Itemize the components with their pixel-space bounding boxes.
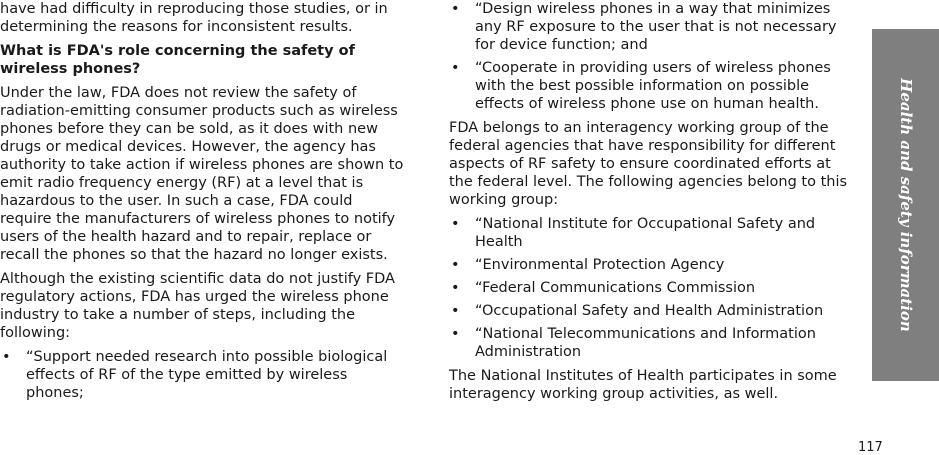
fda-law-paragraph: Under the law, FDA does not review the safety of radiation-emitting consumer products such as wireless phones before they can be sold, as it does with new drugs or medical devices. However, the agency has authority to take action if wireless phones are shown to emit radio frequency energy (RF) at a level that is hazardous to the user. In such a case, FDA could require the manufacturers of wireless phones to notify users of the health hazard and to repair, replace or recall the phones so that the hazard no longer exists.	[0, 85, 404, 263]
bullet-icon: •	[451, 216, 460, 232]
bullet-icon: •	[451, 326, 460, 342]
list-item	[449, 0, 859, 54]
list-item-text: “Occupational Safety and Health Administration	[475, 303, 824, 319]
list-item	[449, 325, 859, 361]
list-item-text: “Design wireless phones in a way that minimizes any RF exposure to the user that is not necessary for device function; and	[475, 1, 837, 53]
working-group-paragraph: FDA belongs to an interagency working group of the federal agencies that have responsibility for different aspects of RF safety to ensure coordinated efforts at the federal level. The following agencies belong to this working group:	[449, 120, 848, 208]
fda-steps-list-right	[449, 0, 859, 113]
list-item-text: “Environmental Protection Agency	[475, 257, 725, 273]
list-item-text: “Federal Communications Commission	[475, 280, 756, 296]
bullet-icon: •	[451, 303, 460, 319]
list-item-text: “National Institute for Occupational Safety and Health	[475, 216, 816, 250]
bullet-icon: •	[451, 60, 460, 76]
right-column	[449, 0, 859, 409]
nih-paragraph: The National Institutes of Health participates in some interagency working group activities, as well.	[449, 368, 837, 402]
list-item	[449, 215, 859, 251]
list-item	[0, 348, 408, 402]
list-item	[449, 279, 859, 297]
list-item-text: “Cooperate in providing users of wireless phones with the best possible information on possible effects of wireless phone use on human health.	[475, 60, 831, 112]
list-item	[449, 256, 859, 274]
left-column	[0, 0, 408, 408]
list-item	[449, 59, 859, 113]
agencies-list	[449, 215, 859, 361]
fda-steps-list-left	[0, 348, 408, 402]
section-side-tab	[872, 29, 939, 381]
bullet-icon: •	[451, 257, 460, 273]
section-heading: What is FDA's role concerning the safety of wireless phones?	[0, 43, 355, 77]
fda-steps-paragraph: Although the existing scientific data do not justify FDA regulatory actions, FDA has urged the wireless phone industry to take a number of steps, including the following:	[0, 271, 395, 341]
intro-paragraph: have had difficulty in reproducing those studies, or in determining the reasons for inconsistent results.	[0, 1, 388, 35]
bullet-icon: •	[2, 349, 11, 365]
list-item-text: “National Telecommunications and Information Administration	[475, 326, 816, 360]
bullet-icon: •	[451, 1, 460, 17]
side-tab-label: Health and safety information	[896, 78, 915, 332]
bullet-icon: •	[451, 280, 460, 296]
page-number: 117	[858, 440, 883, 455]
list-item	[449, 302, 859, 320]
list-item-text: “Support needed research into possible biological effects of RF of the type emitted by wireless phones;	[26, 349, 388, 401]
